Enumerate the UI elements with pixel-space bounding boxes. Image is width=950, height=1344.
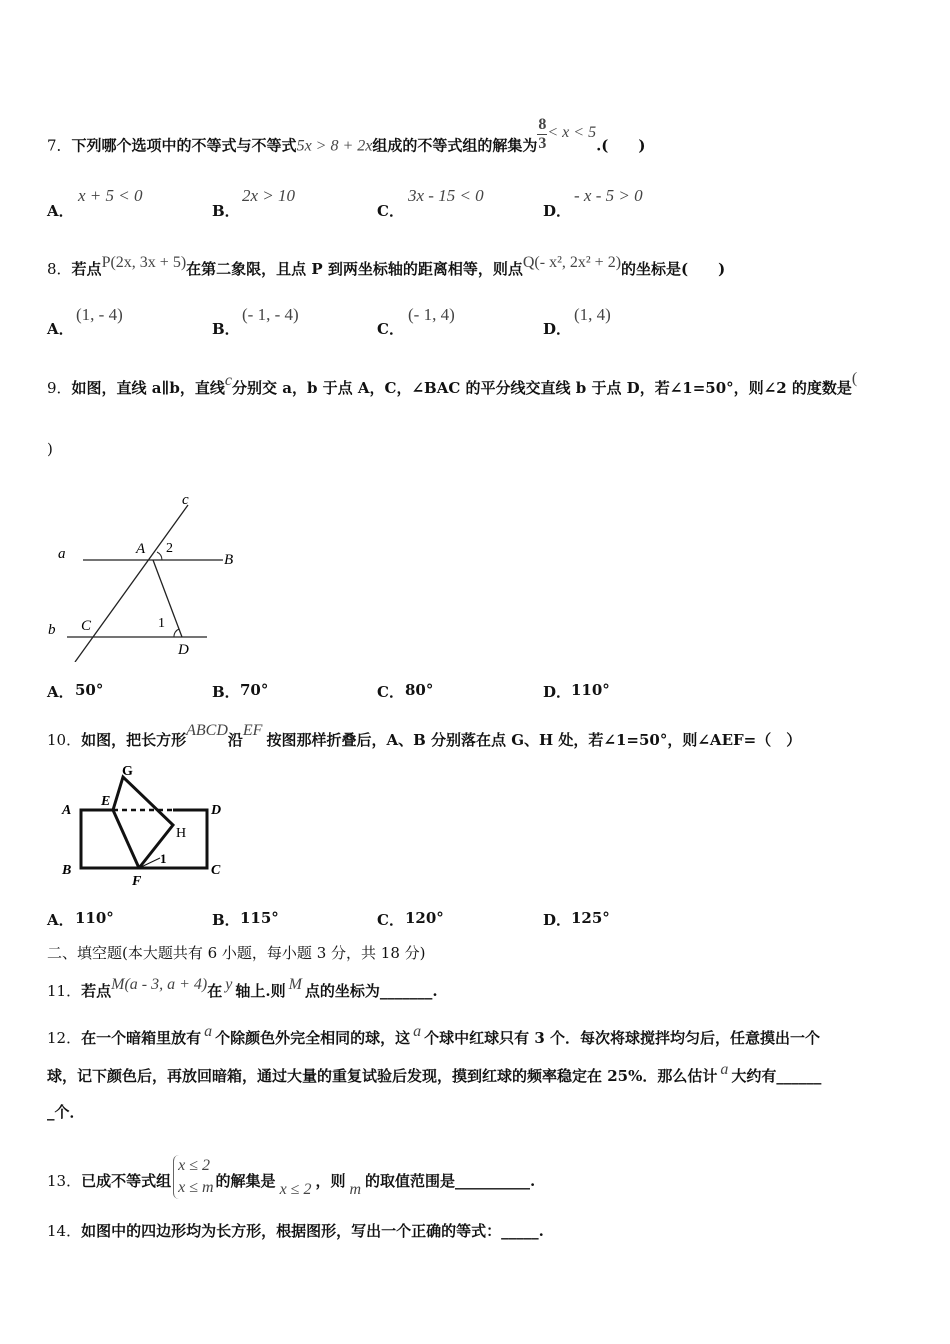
q8-point-q: Q(- x², 2x² + 2) xyxy=(522,254,622,271)
q7-text: 下列哪个选项中的不等式与不等式 xyxy=(71,136,297,155)
q9-option-b: 70° xyxy=(240,681,269,699)
label-1: 1 xyxy=(160,851,167,866)
question-number: 8． xyxy=(47,260,72,278)
q12-stem-line1 xyxy=(47,1023,821,1048)
q9-line-c: c xyxy=(224,372,233,389)
label-b: b xyxy=(48,622,56,638)
section-fill-in-header: 二、填空题(本大题共有 6 小题，每小题 3 分，共 18 分) xyxy=(47,944,426,962)
q8-stem xyxy=(47,254,726,279)
q12-text: 球，记下颜色后，再放回暗箱，通过大量的重复试验后发现，摸到红球的频率稳定在 25%．那么估计 xyxy=(47,1067,718,1085)
q7-stem xyxy=(47,116,646,165)
q14-stem xyxy=(47,1220,544,1241)
q10-text: 按图那样折叠后，A、B 分别落在点 G、H 处，若∠1=50°，则∠AEF=（ ） xyxy=(266,731,802,749)
q10-option-d: 125° xyxy=(571,909,610,927)
q7-option-c-label: C． xyxy=(377,202,404,220)
q14-text: 如图中的四边形均为长方形，根据图形，写出一个正确的等式：_____. xyxy=(81,1222,544,1240)
q9-text: 分别交 a，b 于点 A，C，∠BAC 的平分线交直线 b 于点 D，若∠1=50°，则∠2 的度数是 xyxy=(232,379,852,397)
label-B: B xyxy=(224,552,234,568)
label-1: 1 xyxy=(158,616,165,631)
question-number: 12． xyxy=(47,1029,82,1047)
q7-option-b: 2x > 10 xyxy=(242,186,296,205)
label-A: A xyxy=(136,541,146,557)
q8-point-p: P(2x, 3x + 5) xyxy=(101,254,187,271)
fraction-numerator: 8 xyxy=(538,116,547,133)
question-number: 11． xyxy=(47,982,82,1000)
fraction-denominator: 3 xyxy=(538,135,547,152)
q10-option-b: 115° xyxy=(240,909,279,927)
q7-answer-paren: .( ) xyxy=(596,136,646,155)
angle-1-arc xyxy=(174,629,179,637)
q7-option-b-label: B． xyxy=(212,202,240,220)
q8-option-b: (- 1, - 4) xyxy=(242,305,299,324)
question-number: 10． xyxy=(47,731,82,749)
question-number: 7． xyxy=(47,136,72,155)
q9-option-a: 50° xyxy=(75,681,104,699)
q7-option-a: x + 5 < 0 xyxy=(78,186,143,205)
label-a: a xyxy=(58,546,66,562)
q12-var-a: a xyxy=(204,1023,213,1040)
q8-option-c: (- 1, 4) xyxy=(408,305,455,324)
q9-figure xyxy=(45,492,245,662)
label-H: H xyxy=(176,826,187,841)
q13-var-m: m xyxy=(349,1181,362,1198)
q13-text: ，则 xyxy=(315,1172,346,1190)
q13-system xyxy=(173,1155,213,1199)
q9-paren: ( xyxy=(851,370,858,387)
q10-option-a: 110° xyxy=(75,909,114,927)
q13-solution: x ≤ 2 xyxy=(279,1181,312,1198)
label-D: D xyxy=(178,642,189,658)
q11-point-m: M(a - 3, a + 4) xyxy=(111,976,208,993)
label-F: F xyxy=(132,874,142,889)
q8-text: 若点 xyxy=(71,260,102,278)
q10-rect-name: ABCD xyxy=(186,722,228,739)
q7-option-c: 3x - 15 < 0 xyxy=(408,186,484,205)
label-D: D xyxy=(211,803,222,818)
label-G: G xyxy=(122,765,133,779)
q9-stem xyxy=(47,370,858,398)
q11-text: 若点 xyxy=(81,982,112,1000)
line-c xyxy=(75,505,188,662)
q13-system-row2: x ≤ m xyxy=(178,1179,214,1196)
q12-var-a: a xyxy=(413,1023,422,1040)
label-2: 2 xyxy=(166,541,173,556)
q13-stem xyxy=(47,1157,536,1204)
question-number: 9． xyxy=(47,379,72,397)
question-number: 14． xyxy=(47,1222,82,1240)
q11-axis-y: y xyxy=(225,976,233,993)
q13-system-row1: x ≤ 2 xyxy=(178,1157,210,1174)
q11-point-name: M xyxy=(288,976,302,993)
q10-option-c: 120° xyxy=(405,909,444,927)
q10-figure xyxy=(55,765,235,890)
q12-text: 在一个暗箱里放有 xyxy=(81,1029,202,1047)
q7-inequality: 5x > 8 + 2x xyxy=(296,137,373,155)
q12-text: 个球中红球只有 3 个．每次将球搅拌均匀后，任意摸出一个 xyxy=(424,1029,821,1047)
q9-option-a-label: A． xyxy=(47,683,74,701)
q9-paren-close: ) xyxy=(47,440,53,458)
label-C: C xyxy=(211,863,221,878)
q8-option-a-label: A． xyxy=(47,320,74,338)
q7-option-a-label: A． xyxy=(47,202,74,220)
q9-option-c: 80° xyxy=(405,681,434,699)
angle-2-arc xyxy=(157,552,162,560)
q11-stem xyxy=(47,976,438,1001)
q12-blank: 大约有______ xyxy=(731,1067,822,1085)
q8-option-c-label: C． xyxy=(377,320,404,338)
q8-text: 的坐标是( ) xyxy=(621,260,726,278)
q9-option-d: 110° xyxy=(571,681,610,699)
q8-option-d-label: D． xyxy=(543,320,572,338)
q12-stem-line3: _个． xyxy=(47,1103,85,1121)
label-c: c xyxy=(182,492,189,508)
q10-text: 如图，把长方形 xyxy=(81,731,187,749)
q7-text: 组成的不等式组的解集为 xyxy=(372,136,538,155)
q12-var-a: a xyxy=(720,1061,729,1078)
q8-option-b-label: B． xyxy=(212,320,240,338)
q7-range: < x < 5 xyxy=(547,123,597,141)
q9-option-c-label: C． xyxy=(377,683,404,701)
q9-option-d-label: D． xyxy=(543,683,572,701)
q13-blank: 的取值范围是__________. xyxy=(365,1172,536,1190)
q12-stem-line2 xyxy=(47,1061,822,1086)
q13-text: 的解集是 xyxy=(215,1172,276,1190)
q11-blank: 点的坐标为_______. xyxy=(304,982,438,1000)
q11-text: 轴上.则 xyxy=(235,982,286,1000)
label-E: E xyxy=(101,794,111,809)
q8-option-d: (1, 4) xyxy=(574,305,611,324)
q10-option-a-label: A． xyxy=(47,911,74,929)
label-C: C xyxy=(81,618,92,634)
q12-text: 个除颜色外完全相同的球，这 xyxy=(215,1029,411,1047)
q10-stem xyxy=(47,722,802,750)
q10-option-d-label: D． xyxy=(543,911,572,929)
q9-text: 如图，直线 a∥b，直线 xyxy=(71,379,225,397)
q10-fold-line: EF xyxy=(242,722,263,739)
label-B: B xyxy=(62,863,72,878)
label-A: A xyxy=(62,803,72,818)
q10-option-b-label: B． xyxy=(212,911,240,929)
q11-text: 在 xyxy=(207,982,223,1000)
q8-option-a: (1, - 4) xyxy=(76,305,123,324)
fold-ef xyxy=(113,810,139,868)
q7-option-d: - x - 5 > 0 xyxy=(574,186,643,205)
q9-option-b-label: B． xyxy=(212,683,240,701)
q7-option-d-label: D． xyxy=(543,202,572,220)
q7-fraction xyxy=(537,116,547,153)
q10-option-c-label: C． xyxy=(377,911,404,929)
question-number: 13． xyxy=(47,1172,82,1190)
q13-text: 已成不等式组 xyxy=(81,1172,172,1190)
q8-text: 在第二象限，且点 P 到两坐标轴的距离相等，则点 xyxy=(186,260,523,278)
q10-text: 沿 xyxy=(227,731,243,749)
